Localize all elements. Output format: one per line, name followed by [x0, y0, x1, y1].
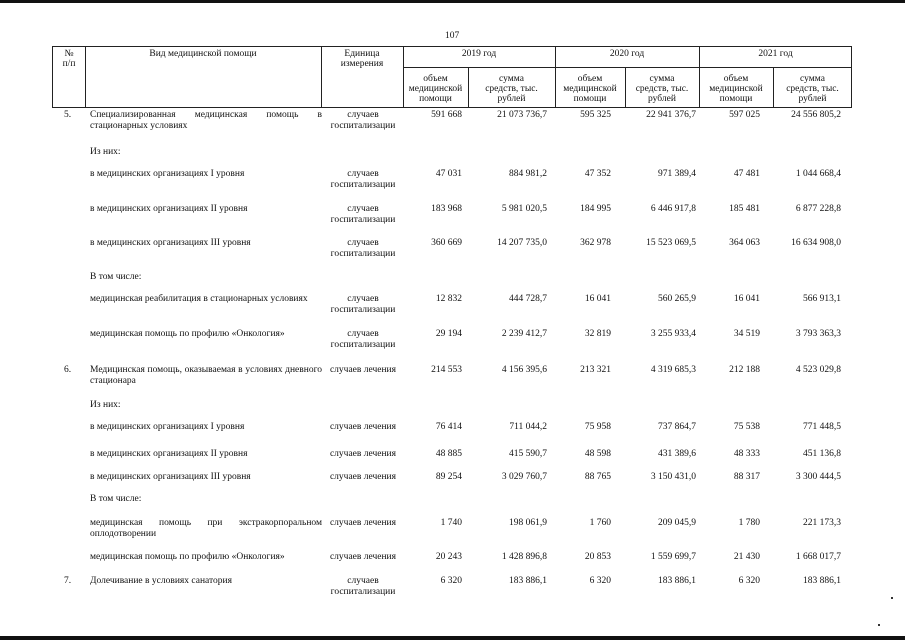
row-name: Долечивание в условиях санатория: [90, 576, 232, 586]
header-volume-2020: объем медицинской помощи: [563, 74, 617, 104]
sum-2019: 2 239 412,7: [501, 329, 547, 339]
sum-2019: 14 207 735,0: [497, 238, 547, 248]
row-name: медицинская помощь по профилю «Онкология»: [90, 329, 285, 339]
row-name: медицинская помощь при экстракорпоральном оплодотворении: [90, 518, 322, 539]
row-name: Специализированная медицинская помощь в стационарных условиях: [90, 110, 322, 131]
volume-2021: 47 481: [733, 169, 760, 179]
sum-2020: 3 150 431,0: [650, 472, 696, 482]
row-name: Из них:: [90, 400, 121, 410]
row-name: в медицинских организациях III уровня: [90, 472, 251, 482]
sum-2019: 21 073 736,7: [497, 110, 547, 120]
volume-2019: 360 669: [431, 238, 462, 248]
row-unit: случаев лечения: [329, 552, 397, 562]
sum-2021: 16 634 908,0: [791, 238, 841, 248]
sum-2019: 3 029 760,7: [501, 472, 547, 482]
page-number: 107: [445, 31, 460, 41]
row-unit: случаев госпитализации: [330, 204, 396, 225]
sum-2020: 209 045,9: [658, 518, 696, 528]
row-name: Медицинская помощь, оказываемая в условиях дневного стационара: [90, 365, 322, 386]
header-volume-2021: объем медицинской помощи: [709, 74, 763, 104]
volume-2021: 597 025: [729, 110, 760, 120]
volume-2019: 1 740: [440, 518, 462, 528]
volume-2021: 212 188: [729, 365, 760, 375]
row-number: 6.: [64, 365, 72, 375]
row-name: Из них:: [90, 147, 121, 157]
sum-2020: 560 265,9: [658, 294, 696, 304]
volume-2020: 32 819: [584, 329, 611, 339]
volume-2019: 89 254: [435, 472, 462, 482]
sum-2019: 884 981,2: [509, 169, 547, 179]
volume-2020: 20 853: [584, 552, 611, 562]
sum-2019: 1 428 896,8: [501, 552, 547, 562]
row-number: 7.: [64, 576, 72, 586]
sum-2020: 15 523 069,5: [646, 238, 696, 248]
volume-2021: 48 333: [733, 449, 760, 459]
sum-2021: 3 793 363,3: [795, 329, 841, 339]
sum-2021: 771 448,5: [803, 422, 841, 432]
volume-2021: 16 041: [733, 294, 760, 304]
volume-2020: 47 352: [584, 169, 611, 179]
sum-2021: 4 523 029,8: [795, 365, 841, 375]
volume-2019: 29 194: [435, 329, 462, 339]
header-sum-2019: сумма средств, тыс. рублей: [485, 74, 538, 104]
sum-2021: 1 668 017,7: [795, 552, 841, 562]
volume-2021: 364 063: [729, 238, 760, 248]
volume-2019: 6 320: [440, 576, 462, 586]
sum-2020: 737 864,7: [658, 422, 696, 432]
volume-2020: 362 978: [580, 238, 611, 248]
sum-2020: 183 886,1: [658, 576, 696, 586]
page-bottom-border: [0, 636, 905, 640]
volume-2019: 76 414: [435, 422, 462, 432]
header-num: № п/п: [62, 49, 76, 69]
sum-2020: 971 389,4: [658, 169, 696, 179]
sum-2021: 221 173,3: [803, 518, 841, 528]
row-unit: случаев лечения: [329, 518, 397, 528]
header-year-2019: 2019 год: [461, 49, 497, 59]
sum-2021: 24 556 805,2: [791, 110, 841, 120]
row-unit: случаев лечения: [329, 449, 397, 459]
sum-2021: 183 886,1: [803, 576, 841, 586]
volume-2021: 185 481: [729, 204, 760, 214]
scan-speck: [891, 597, 893, 599]
volume-2020: 184 995: [580, 204, 611, 214]
table-header: [52, 46, 852, 108]
volume-2020: 16 041: [584, 294, 611, 304]
volume-2020: 595 325: [580, 110, 611, 120]
row-name: медицинская помощь по профилю «Онкология»: [90, 552, 285, 562]
row-unit: случаев госпитализации: [330, 169, 396, 190]
sum-2019: 711 044,2: [509, 422, 547, 432]
header-year-2020: 2020 год: [609, 49, 645, 59]
scan-speck: [878, 624, 880, 626]
volume-2021: 88 317: [733, 472, 760, 482]
row-unit: случаев лечения: [329, 422, 397, 432]
volume-2019: 214 553: [431, 365, 462, 375]
sum-2019: 198 061,9: [509, 518, 547, 528]
row-unit: случаев госпитализации: [330, 576, 396, 597]
volume-2020: 88 765: [584, 472, 611, 482]
volume-2020: 213 321: [580, 365, 611, 375]
sum-2019: 415 590,7: [509, 449, 547, 459]
volume-2021: 1 780: [738, 518, 760, 528]
header-sum-2021: сумма средств, тыс. рублей: [786, 74, 839, 104]
volume-2021: 34 519: [733, 329, 760, 339]
volume-2021: 21 430: [733, 552, 760, 562]
row-unit: случаев госпитализации: [330, 110, 396, 131]
volume-2020: 75 958: [584, 422, 611, 432]
row-name: в медицинских организациях I уровня: [90, 422, 245, 432]
row-unit: случаев госпитализации: [330, 329, 396, 350]
header-sum-2020: сумма средств, тыс. рублей: [635, 74, 689, 104]
sum-2019: 4 156 395,6: [501, 365, 547, 375]
sum-2019: 5 981 020,5: [501, 204, 547, 214]
sum-2020: 1 559 699,7: [650, 552, 696, 562]
volume-2019: 183 968: [431, 204, 462, 214]
sum-2019: 444 728,7: [509, 294, 547, 304]
row-name: В том числе:: [90, 272, 142, 282]
page-top-border: [0, 0, 905, 3]
header-volume-2019: объем медицинской помощи: [408, 74, 463, 104]
volume-2020: 6 320: [589, 576, 611, 586]
sum-2020: 22 941 376,7: [646, 110, 696, 120]
header-unit: Единица измерения: [340, 49, 384, 69]
volume-2020: 1 760: [589, 518, 611, 528]
volume-2019: 12 832: [435, 294, 462, 304]
volume-2019: 20 243: [435, 552, 462, 562]
volume-2020: 48 598: [584, 449, 611, 459]
volume-2021: 75 538: [733, 422, 760, 432]
header-name: Вид медицинской помощи: [149, 49, 257, 59]
sum-2021: 3 300 444,5: [795, 472, 841, 482]
sum-2020: 431 389,6: [658, 449, 696, 459]
sum-2021: 1 044 668,4: [795, 169, 841, 179]
sum-2019: 183 886,1: [509, 576, 547, 586]
row-unit: случаев лечения: [329, 472, 397, 482]
row-unit: случаев госпитализации: [330, 238, 396, 259]
sum-2020: 6 446 917,8: [650, 204, 696, 214]
row-name: в медицинских организациях III уровня: [90, 238, 251, 248]
sum-2021: 566 913,1: [803, 294, 841, 304]
sum-2020: 3 255 933,4: [650, 329, 696, 339]
volume-2019: 48 885: [435, 449, 462, 459]
row-name: в медицинских организациях I уровня: [90, 169, 245, 179]
sum-2021: 6 877 228,8: [795, 204, 841, 214]
volume-2021: 6 320: [738, 576, 760, 586]
sum-2021: 451 136,8: [803, 449, 841, 459]
row-unit: случаев лечения: [329, 365, 397, 375]
row-number: 5.: [64, 110, 72, 120]
row-unit: случаев госпитализации: [330, 294, 396, 315]
row-name: в медицинских организациях II уровня: [90, 204, 248, 214]
row-name: медицинская реабилитация в стационарных условиях: [90, 294, 308, 304]
sum-2020: 4 319 685,3: [650, 365, 696, 375]
row-name: В том числе:: [90, 494, 142, 504]
volume-2019: 591 668: [431, 110, 462, 120]
volume-2019: 47 031: [435, 169, 462, 179]
row-name: в медицинских организациях II уровня: [90, 449, 248, 459]
header-year-2021: 2021 год: [758, 49, 793, 59]
